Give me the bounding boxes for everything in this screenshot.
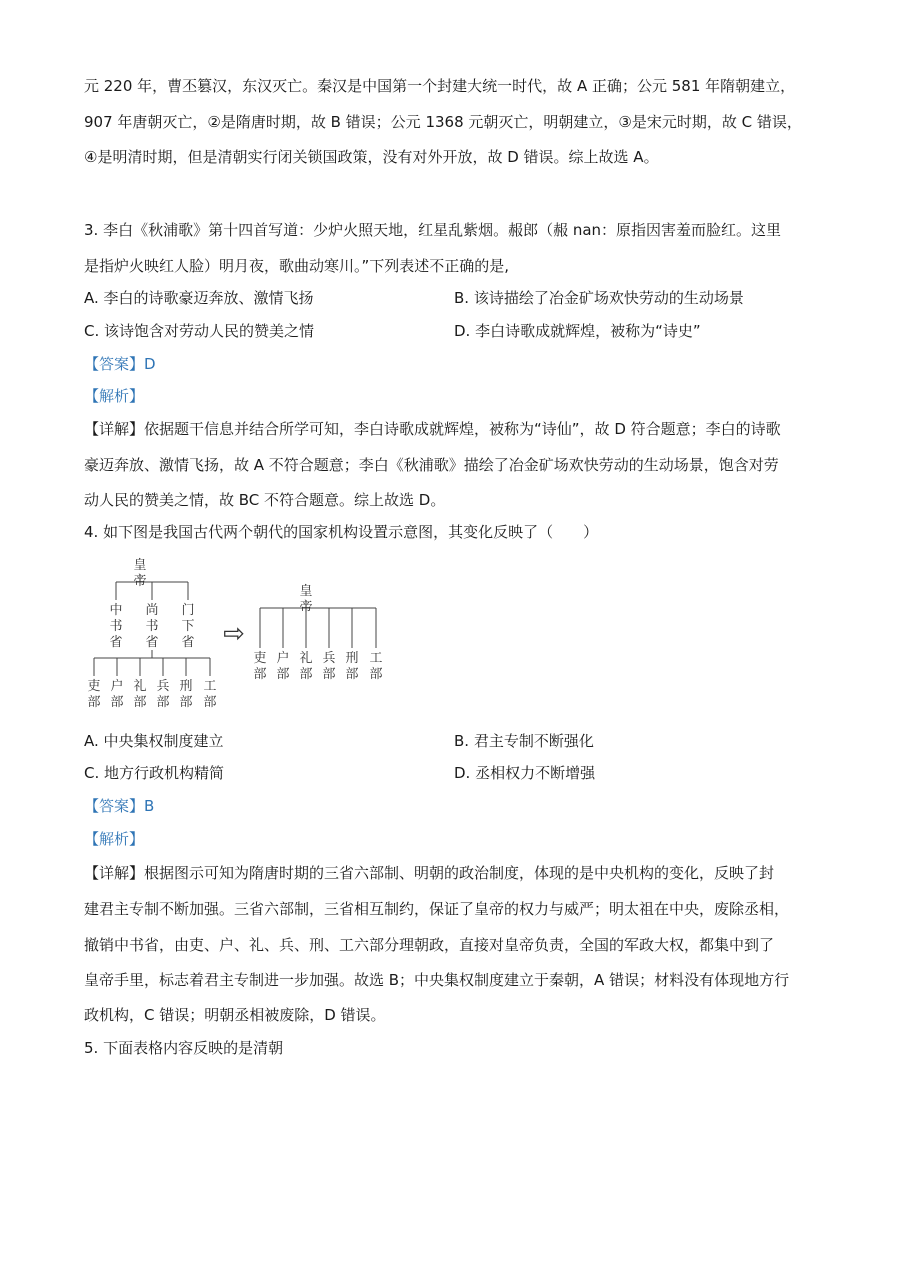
diagram-char: 部 [203, 695, 217, 710]
diagram-char: 门 [181, 603, 195, 618]
q3-answer: 【答案】D [84, 355, 156, 373]
right-emperor-label [299, 584, 312, 615]
transition-arrow: ⇨ [223, 619, 245, 649]
right-bu-4 [322, 651, 335, 682]
diagram-char: 省 [109, 635, 123, 650]
diagram-char: 工 [369, 651, 383, 666]
diagram-char: 皇 [299, 584, 313, 599]
diagram-char: 吏 [253, 651, 267, 666]
diagram-char: 部 [322, 667, 336, 682]
q4-detail-line-4: 皇帝手里，标志着君主专制进一步加强。故选 B；中央集权制度建立于秦朝，A 错误；材料没有体现地方行 [84, 971, 790, 989]
left-bu-5 [179, 679, 192, 710]
diagram-char: 部 [156, 695, 170, 710]
diagram-char: 刑 [345, 651, 359, 666]
q3-detail-line-2: 豪迈奔放、激情飞扬，故 A 不符合题意；李白《秋浦歌》描绘了冶金矿场欢快劳动的生动场景，饱含对劳 [84, 456, 779, 474]
diagram-char: 部 [299, 667, 313, 682]
diagram-char: 帝 [133, 574, 147, 589]
right-bu-3 [299, 651, 312, 682]
right-bu-6 [369, 651, 382, 682]
diagram-char: 中 [109, 603, 123, 618]
q4-stem: 4. 如下图是我国古代两个朝代的国家机构设置示意图，其变化反映了（ ） [84, 523, 599, 541]
q4-answer: 【答案】B [84, 797, 155, 815]
left-sheng-2 [145, 602, 158, 650]
diagram-char: 省 [181, 635, 195, 650]
left-sheng-1 [109, 602, 122, 650]
q3-option-b: B. 该诗描绘了冶金矿场欢快劳动的生动场景 [454, 289, 744, 307]
diagram-char: 书 [145, 619, 159, 634]
diagram-char: 礼 [133, 679, 147, 694]
left-sheng-3 [181, 603, 194, 650]
diagram-char: 帝 [299, 600, 313, 615]
intro-line-3: ④是明清时期，但是清朝实行闭关锁国政策，没有对外开放，故 D 错误。综上故选 A。 [84, 148, 659, 166]
diagram-char: 部 [345, 667, 359, 682]
q3-stem-line-2: 是指炉火映红人脸）明月夜，歌曲动寒川。”下列表述不正确的是, [84, 257, 510, 275]
diagram-char: 部 [276, 667, 290, 682]
diagram-char: 皇 [133, 558, 147, 573]
left-bu-3 [133, 679, 146, 710]
q3-option-d: D. 李白诗歌成就辉煌，被称为“诗史” [454, 322, 701, 340]
diagram-char: 兵 [156, 679, 170, 694]
institution-diagram [84, 552, 394, 712]
intro-line-2: 907 年唐朝灭亡，②是隋唐时期，故 B 错误；公元 1368 元朝灭亡，明朝建立，③是宋元时期，故 C 错误， [84, 113, 802, 131]
q3-option-c: C. 该诗饱含对劳动人民的赞美之情 [84, 322, 315, 340]
q4-analysis-label: 【解析】 [84, 830, 145, 848]
intro-line-1: 元 220 年，曹丕篡汉，东汉灭亡。秦汉是中国第一个封建大统一时代，故 A 正确；公元 581 年隋朝建立， [84, 77, 796, 95]
q4-detail-line-5: 政机构，C 错误；明朝丞相被废除，D 错误。 [84, 1006, 386, 1024]
diagram-char: 户 [110, 679, 124, 694]
diagram-char: 下 [181, 619, 195, 634]
left-sheng-1-char-1 [109, 602, 122, 650]
q4-option-a: A. 中央集权制度建立 [84, 732, 224, 750]
diagram-char: 尚 [145, 603, 159, 618]
q4-option-b: B. 君主专制不断强化 [454, 732, 594, 750]
q3-analysis-label: 【解析】 [84, 387, 145, 405]
diagram-char: 刑 [179, 679, 193, 694]
q5-stem: 5. 下面表格内容反映的是清朝 [84, 1039, 284, 1057]
left-bu-4 [156, 679, 169, 710]
left-bu-6 [203, 679, 216, 710]
diagram-char: 工 [203, 679, 217, 694]
q3-option-a: A. 李白的诗歌豪迈奔放、激情飞扬 [84, 289, 314, 307]
diagram-char: 省 [145, 635, 159, 650]
diagram-char: 户 [276, 651, 290, 666]
left-bu-2 [110, 679, 123, 710]
q3-stem-line-1: 3. 李白《秋浦歌》第十四首写道：少炉火照天地，红星乱紫烟。赧郎（赧 nan：原指因害羞而脸红。这里 [84, 221, 782, 239]
diagram-char: 书 [109, 619, 123, 634]
diagram-char: 部 [110, 695, 124, 710]
diagram-char: 部 [133, 695, 147, 710]
right-bu-2 [276, 651, 289, 682]
left-sheng-3-char-1 [181, 603, 194, 650]
diagram-char: 部 [179, 695, 193, 710]
institution-diagram-svg [84, 552, 394, 712]
q4-option-c: C. 地方行政机构精简 [84, 764, 225, 782]
right-bu-5 [345, 651, 358, 682]
diagram-char: 部 [87, 695, 101, 710]
right-bu-1 [253, 650, 266, 682]
diagram-char: 部 [369, 667, 383, 682]
left-emperor-label [133, 558, 146, 589]
diagram-char: 吏 [87, 679, 101, 694]
right-tree-lines [260, 600, 376, 648]
q4-detail-line-3: 撤销中书省，由吏、户、礼、兵、刑、工六部分理朝政，直接对皇帝负责，全国的军政大权，都集中到了 [84, 936, 775, 954]
left-bu-1 [87, 678, 100, 710]
q3-detail-line-3: 动人民的赞美之情，故 BC 不符合题意。综上故选 D。 [84, 491, 446, 509]
q4-option-d: D. 丞相权力不断增强 [454, 764, 596, 782]
diagram-char: 兵 [322, 651, 336, 666]
left-sheng-2-char-1 [145, 602, 158, 650]
diagram-char: 部 [253, 667, 267, 682]
q4-detail-line-1: 【详解】根据图示可知为隋唐时期的三省六部制、明朝的政治制度，体现的是中央机构的变化，反映了封 [84, 864, 775, 882]
q3-detail-line-1: 【详解】依据题干信息并结合所学可知，李白诗歌成就辉煌，被称为“诗仙”，故 D 符合题意；李白的诗歌 [84, 420, 781, 438]
q4-detail-line-2: 建君主专制不断加强。三省六部制，三省相互制约，保证了皇帝的权力与威严；明太祖在中央，废除丞相， [84, 900, 790, 918]
diagram-char: 礼 [299, 651, 313, 666]
